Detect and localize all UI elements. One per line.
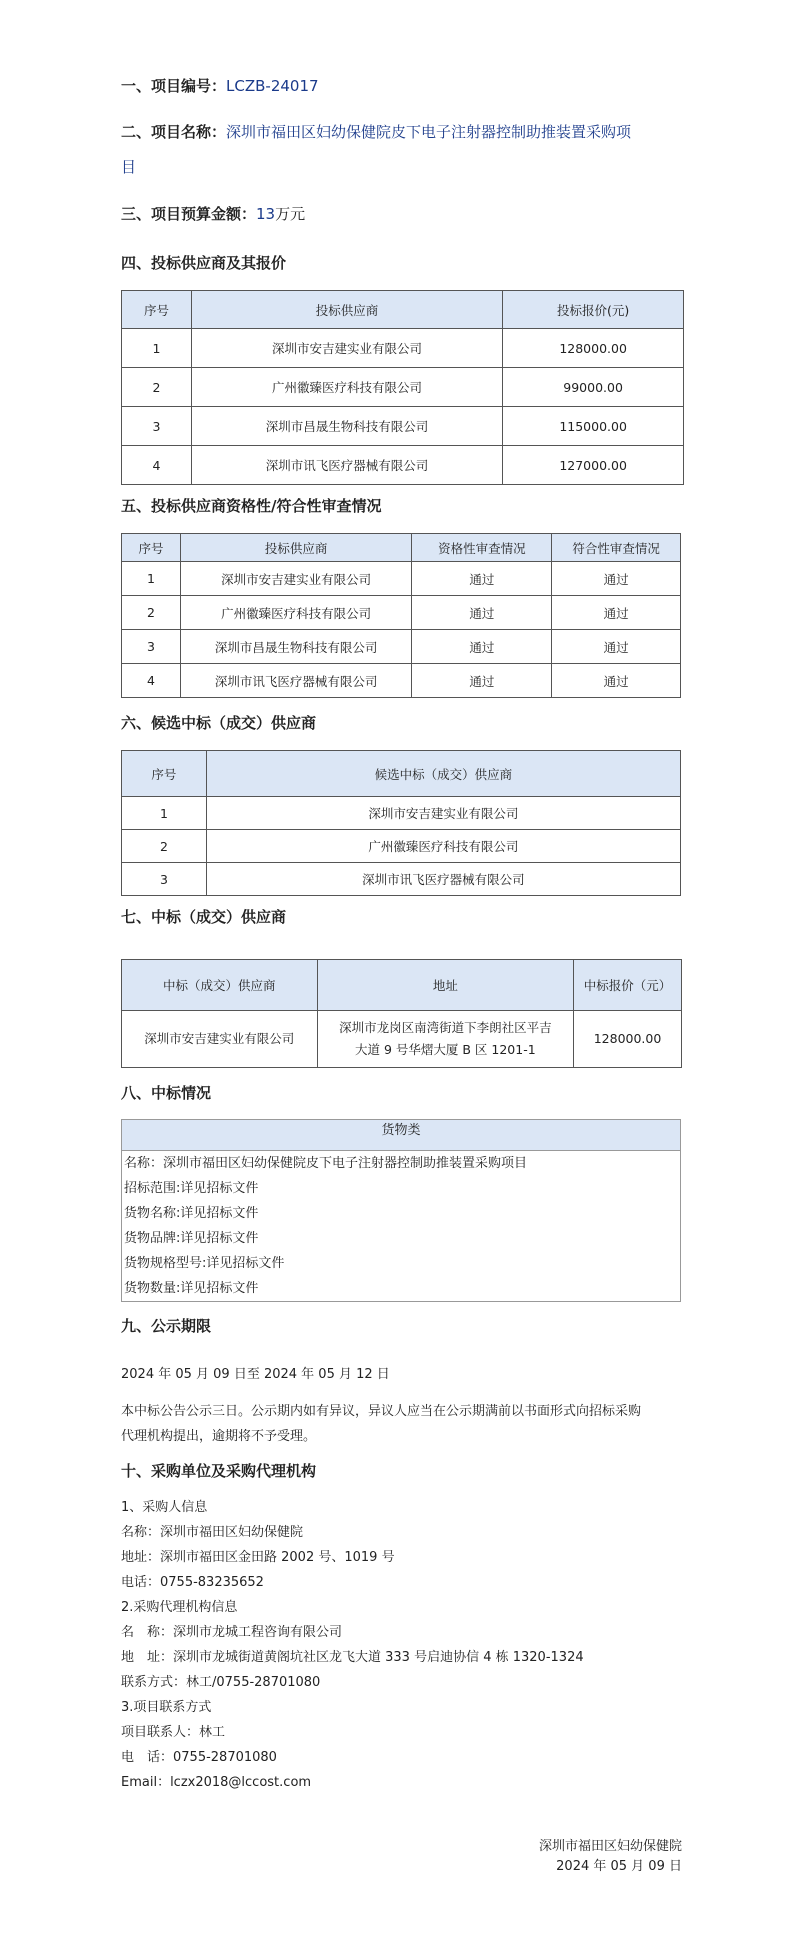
section-8-title: 八、中标情况 [121, 1084, 212, 1102]
project-contact-phone: 电 话：0755-28701080 [121, 1750, 277, 1765]
table-row [122, 797, 681, 830]
cell-qualification: 通过 [412, 664, 552, 698]
cell-index: 1 [122, 797, 207, 830]
table-header-row [122, 534, 681, 562]
purchaser-phone: 电话：0755-83235652 [121, 1575, 264, 1590]
purchaser-address: 地址：深圳市福田区金田路 2002 号、1019 号 [121, 1550, 395, 1565]
goods-line: 货物规格型号:详见招标文件 [124, 1256, 285, 1271]
table-row [122, 630, 681, 664]
table-row [122, 329, 684, 368]
goods-line: 招标范围:详见招标文件 [124, 1181, 259, 1196]
project-number-value: LCZB-24017 [226, 77, 319, 95]
cell-index: 3 [122, 630, 181, 664]
cell-price: 115000.00 [503, 407, 684, 446]
budget-value: 13 [256, 205, 276, 223]
col-header: 投标供应商 [191, 291, 502, 329]
cell-compliance: 通过 [552, 630, 681, 664]
project-contact-heading: 3.项目联系方式 [121, 1700, 212, 1715]
cell-price: 127000.00 [503, 446, 684, 485]
table-row [122, 596, 681, 630]
cell-compliance: 通过 [552, 596, 681, 630]
table-header-row [122, 960, 682, 1011]
cell-qualification: 通过 [412, 630, 552, 664]
cell-index: 2 [122, 830, 207, 863]
winner-table [121, 959, 682, 1068]
agency-address: 地 址：深圳市龙城街道黄阁坑社区龙飞大道 333 号启迪协信 4 栋 1320-1324 [121, 1650, 584, 1665]
col-header: 序号 [122, 534, 181, 562]
address-line-2: 大道 9 号华熠大厦 B 区 1201-1 [354, 1042, 536, 1057]
cell-index: 4 [122, 664, 181, 698]
goods-line: 货物数量:详见招标文件 [124, 1281, 259, 1296]
table-header-row [122, 291, 684, 329]
cell-supplier: 深圳市安吉建实业有限公司 [180, 562, 412, 596]
col-header: 地址 [317, 960, 573, 1011]
cell-supplier: 深圳市讯飞医疗器械有限公司 [191, 446, 502, 485]
cell-price: 128000.00 [503, 329, 684, 368]
budget-label: 三、项目预算金额： [121, 205, 257, 223]
project-name-label: 二、项目名称： [121, 123, 227, 141]
cell-supplier: 深圳市安吉建实业有限公司 [191, 329, 502, 368]
table-row [122, 863, 681, 896]
cell-supplier: 深圳市昌晟生物科技有限公司 [180, 630, 412, 664]
cell-index: 3 [122, 863, 207, 896]
cell-supplier: 深圳市讯飞医疗器械有限公司 [206, 863, 680, 896]
budget-line [121, 203, 305, 225]
table-row [122, 1011, 682, 1068]
cell-supplier: 广州徽臻医疗科技有限公司 [191, 368, 502, 407]
col-header: 候选中标（成交）供应商 [206, 751, 680, 797]
table-header-row [122, 751, 681, 797]
project-number-line [121, 75, 319, 97]
goods-line: 名称：深圳市福田区妇幼保健院皮下电子注射器控制助推装置采购项目 [124, 1156, 528, 1171]
col-header: 中标报价（元） [574, 960, 682, 1011]
cell-index: 1 [122, 329, 192, 368]
project-name-value: 深圳市福田区妇幼保健院皮下电子注射器控制助推装置采购项 [226, 123, 632, 141]
goods-line: 货物名称:详见招标文件 [124, 1206, 259, 1221]
section-5-title: 五、投标供应商资格性/符合性审查情况 [121, 497, 382, 515]
address-line-1: 深圳市龙岗区南湾街道下李朗社区平吉 [339, 1020, 552, 1035]
col-header: 序号 [122, 751, 207, 797]
cell-compliance: 通过 [552, 562, 681, 596]
agency-name: 名 称：深圳市龙城工程咨询有限公司 [121, 1625, 343, 1640]
cell-index: 4 [122, 446, 192, 485]
project-number-label: 一、项目编号： [121, 77, 227, 95]
cell-index: 3 [122, 407, 192, 446]
table-row [122, 830, 681, 863]
cell-qualification: 通过 [412, 562, 552, 596]
cell-index: 2 [122, 596, 181, 630]
table-row [122, 368, 684, 407]
col-header: 中标（成交）供应商 [122, 960, 318, 1011]
agency-heading: 2.采购代理机构信息 [121, 1600, 238, 1615]
purchaser-heading: 1、采购人信息 [121, 1500, 208, 1515]
table-row [122, 562, 681, 596]
purchaser-name: 名称：深圳市福田区妇幼保健院 [121, 1525, 304, 1540]
section-4-title: 四、投标供应商及其报价 [121, 254, 287, 272]
bid-price-table [121, 290, 684, 485]
section-7-title: 七、中标（成交）供应商 [121, 908, 287, 926]
cell-price: 128000.00 [574, 1011, 682, 1068]
col-header: 投标供应商 [180, 534, 412, 562]
project-name-line-2 [121, 156, 136, 178]
col-header: 资格性审查情况 [412, 534, 552, 562]
col-header: 投标报价(元) [503, 291, 684, 329]
cell-index: 2 [122, 368, 192, 407]
cell-address [317, 1011, 573, 1068]
project-name-value-cont: 目 [121, 158, 137, 176]
table-row [122, 664, 681, 698]
section-6-title: 六、候选中标（成交）供应商 [121, 714, 317, 732]
cell-supplier: 深圳市安吉建实业有限公司 [206, 797, 680, 830]
cell-price: 99000.00 [503, 368, 684, 407]
section-9-title: 九、公示期限 [121, 1317, 212, 1335]
project-name-line [121, 121, 631, 143]
candidate-table [121, 750, 681, 896]
col-header: 序号 [122, 291, 192, 329]
goods-box [121, 1119, 681, 1302]
goods-line: 货物品牌:详见招标文件 [124, 1231, 259, 1246]
cell-supplier: 广州徽臻医疗科技有限公司 [180, 596, 412, 630]
cell-supplier: 深圳市安吉建实业有限公司 [122, 1011, 318, 1068]
table-row [122, 446, 684, 485]
project-contact-email: Email：lczx2018@lccost.com [121, 1775, 312, 1790]
cell-supplier: 深圳市昌晟生物科技有限公司 [191, 407, 502, 446]
section-10-title: 十、采购单位及采购代理机构 [121, 1462, 317, 1480]
col-header: 符合性审查情况 [552, 534, 681, 562]
cell-compliance: 通过 [552, 664, 681, 698]
goods-header: 货物类 [122, 1120, 680, 1151]
project-contact-person: 项目联系人：林工 [121, 1725, 226, 1740]
publicity-notice-1: 本中标公告公示三日。公示期内如有异议，异议人应当在公示期满前以书面形式向招标采购 [121, 1404, 642, 1419]
cell-qualification: 通过 [412, 596, 552, 630]
cell-supplier: 广州徽臻医疗科技有限公司 [206, 830, 680, 863]
budget-unit: 万元 [275, 205, 306, 223]
table-row [122, 407, 684, 446]
signature-org: 深圳市福田区妇幼保健院 [538, 1839, 682, 1854]
publicity-period: 2024 年 05 月 09 日至 2024 年 05 月 12 日 [121, 1367, 390, 1382]
cell-index: 1 [122, 562, 181, 596]
agency-contact: 联系方式：林工/0755-28701080 [121, 1675, 321, 1690]
publicity-notice-2: 代理机构提出，逾期将不予受理。 [121, 1429, 317, 1444]
signature-date: 2024 年 05 月 09 日 [556, 1859, 682, 1874]
cell-supplier: 深圳市讯飞医疗器械有限公司 [180, 664, 412, 698]
qualification-table [121, 533, 681, 698]
